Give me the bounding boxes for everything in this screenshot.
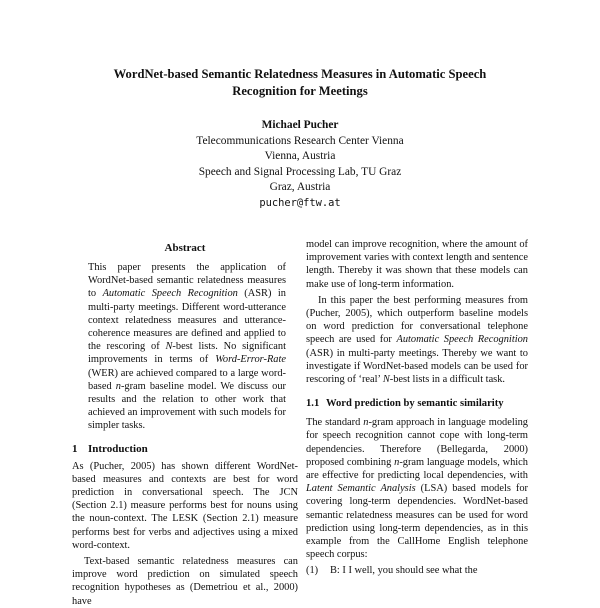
abstract-emphasis: n xyxy=(115,380,121,392)
abstract-emphasis: N xyxy=(165,341,173,353)
body-emphasis: n xyxy=(394,456,400,468)
body-emphasis: Automatic Speech Recognition xyxy=(396,334,528,346)
section-number: 1 xyxy=(72,442,78,455)
intro-paragraph-2: Text-based semantic relatedness measures can improve word prediction on simulated speech recognition hypotheses as (Demetriou et al., 2000) have xyxy=(72,556,298,607)
abstract-heading: Abstract xyxy=(164,242,206,254)
title-line-2: Recognition for Meetings xyxy=(232,83,368,98)
subsection-heading xyxy=(306,397,528,411)
example-number: (1) xyxy=(306,565,319,577)
body-text: -gram language models, which are effective for predicting local dependencies, with xyxy=(306,456,528,482)
abstract-text: -best lists. No significant improvements in terms of xyxy=(88,341,286,366)
body-text: In this paper the best performing measures from (Pucher, 2005), which outperform baseline models on word prediction for conversational telephone speech are used for xyxy=(306,294,528,346)
left-column xyxy=(72,238,298,608)
body-emphasis: n xyxy=(363,417,369,429)
right-column xyxy=(306,238,528,578)
body-emphasis: N xyxy=(382,374,390,386)
affiliation-line: Speech and Signal Processing Lab, TU Graz xyxy=(198,165,402,178)
subsection-paragraph xyxy=(306,416,528,561)
affiliation-line: Telecommunications Research Center Vienna xyxy=(196,134,404,147)
subsection-number: 1.1 xyxy=(306,398,320,410)
title-line-1: WordNet-based Semantic Relatedness Measures in Automatic Speech xyxy=(113,67,487,81)
body-text: -gram approach in language modeling for speech recognition cannot cope with long-term dependencies. Therefore (Bellegarda, 2000) proposed combining xyxy=(306,417,528,468)
section-heading-introduction xyxy=(72,442,298,456)
example-item xyxy=(306,564,528,577)
example-text: B: I I well, you should see what the xyxy=(330,565,478,577)
body-emphasis: Latent Semantic Analysis xyxy=(306,483,416,495)
subsection-title: Word prediction by semantic similarity xyxy=(326,398,504,410)
right-paragraph-1: model can improve recognition, where the amount of improvement varies with context length and sentence length. Thereby it was shown that these models can make use of long-term information. xyxy=(306,239,528,290)
abstract-body xyxy=(88,261,286,433)
abstract-text: This paper presents the application of WordNet-based semantic relatedness measures to xyxy=(88,262,286,300)
body-text: (ASR) in multi-party meetings. Thereby we want to investigate if WordNet-based models can be used for rescoring of ‘real’ xyxy=(306,347,528,386)
abstract-text: (WER) are achieved compared to a large word-based xyxy=(88,367,286,392)
abstract-emphasis: Word-Error-Rate xyxy=(215,354,286,366)
section-title: Introduction xyxy=(88,442,148,455)
body-text: The standard xyxy=(306,417,364,429)
right-paragraph-2 xyxy=(306,294,528,386)
author-name: Michael Pucher xyxy=(261,119,339,131)
intro-paragraph-1: As (Pucher, 2005) has shown different WordNet-based measures and contexts are best for word prediction in conversational speech. The JCN (Section 2.1) measure performs best for nouns using the noun-context. The LESK (Section 2.1) measure performs best for verbs and adjectives using a mixed word-context. xyxy=(72,460,298,551)
abstract-emphasis: Automatic Speech Recognition xyxy=(102,288,238,300)
body-text: (LSA) based models for covering long-term dependencies. WordNet-based semantic relatedness measures can be used for word prediction using long-term dependencies, as in this example from the CallHome English telephone speech corpus: xyxy=(306,483,528,561)
abstract-text: (ASR) in multi-party meetings. Different word-utterance context relatedness measures and utterance-coherence measures are defined and applied to the rescoring of xyxy=(88,288,286,353)
abstract-text: -gram baseline model. We discuss our results and the relation to other work that achieved an improvement with such models for simpler tasks. xyxy=(88,380,286,432)
body-text: -best lists in a difficult task. xyxy=(389,374,506,386)
author-block xyxy=(100,118,500,211)
author-email: pucher@ftw.at xyxy=(259,196,341,209)
affiliation-line: Vienna, Austria xyxy=(264,150,336,162)
affiliation-line: Graz, Austria xyxy=(269,181,331,193)
paper-title xyxy=(60,66,540,99)
